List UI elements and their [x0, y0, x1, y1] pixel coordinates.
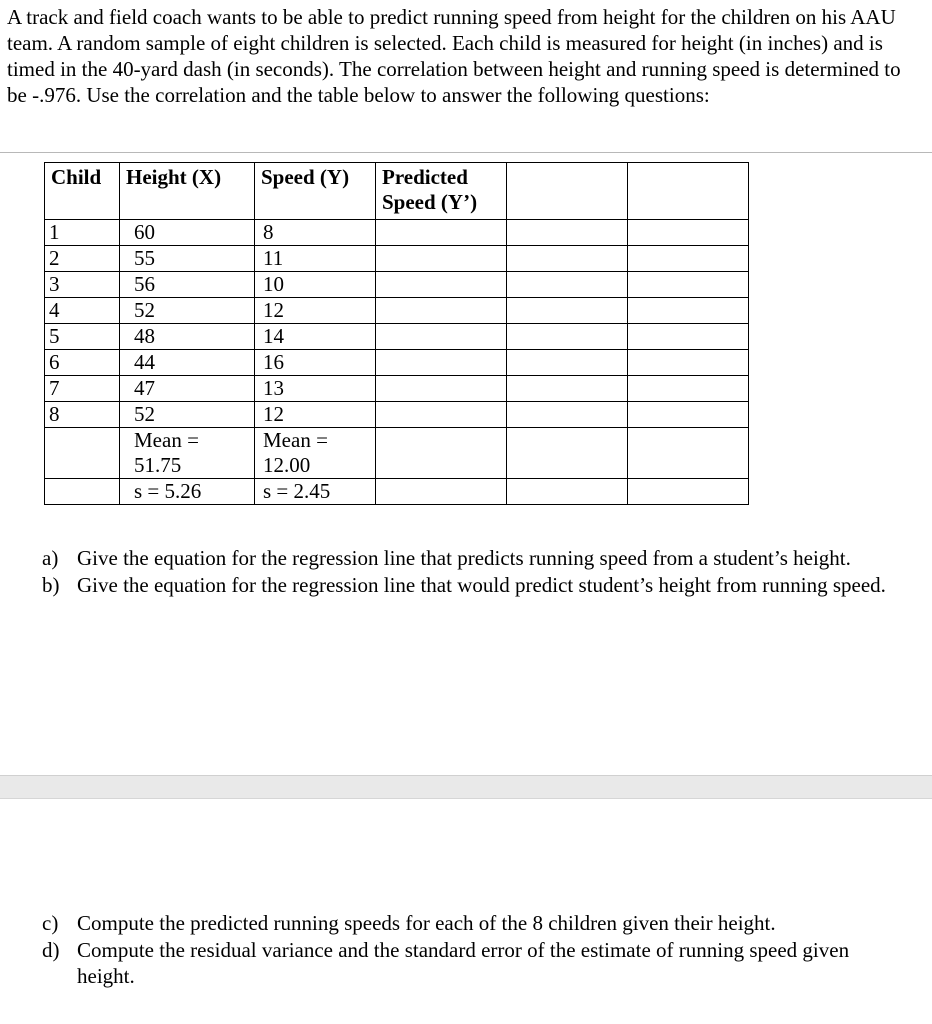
cell-extra-2	[628, 272, 749, 298]
question-marker: a)	[42, 546, 59, 570]
cell-speed: 16	[255, 350, 376, 376]
cell-speed: 13	[255, 376, 376, 402]
cell-extra-2	[628, 376, 749, 402]
cell-mean-speed	[255, 428, 376, 479]
cell-extra-1	[507, 324, 628, 350]
cell-predicted	[376, 350, 507, 376]
table-row	[45, 324, 749, 350]
mean-speed-label: Mean =	[263, 428, 328, 452]
cell-extra-1	[507, 272, 628, 298]
cell-mean-height	[120, 428, 255, 479]
header-predicted-line2: Speed (Y’)	[382, 190, 478, 214]
header-height: Height (X)	[120, 163, 255, 220]
data-table	[44, 162, 749, 505]
cell-speed: 11	[255, 246, 376, 272]
cell-height: 52	[120, 402, 255, 428]
header-child: Child	[45, 163, 120, 220]
question-text: Give the equation for the regression line that predicts running speed from a student’s height.	[77, 546, 851, 570]
cell-height: 60	[120, 220, 255, 246]
table-sd-row	[45, 479, 749, 505]
cell-child: 7	[45, 376, 120, 402]
cell-predicted	[376, 272, 507, 298]
question-a	[42, 545, 892, 571]
cell-extra-1	[507, 402, 628, 428]
problem-intro: A track and field coach wants to be able to predict running speed from height for the children on his AAU team. A random sample of eight children is selected. Each child is measured for height (in inches) and is timed in the 40-yard dash (in seconds). The correlation between height and running speed is determined to be -.976. Use the correlation and the table below to answer the following questions:	[7, 5, 901, 107]
cell-mean-extra-1	[507, 428, 628, 479]
cell-extra-2	[628, 298, 749, 324]
table-row	[45, 246, 749, 272]
cell-sd-predicted	[376, 479, 507, 505]
cell-sd-extra-2	[628, 479, 749, 505]
cell-child: 2	[45, 246, 120, 272]
header-extra-2	[628, 163, 749, 220]
question-marker: d)	[42, 938, 60, 962]
question-c	[42, 910, 892, 936]
question-text: Give the equation for the regression line that would predict student’s height from running speed.	[77, 573, 886, 597]
cell-child: 4	[45, 298, 120, 324]
mean-speed-value: 12.00	[263, 453, 311, 477]
cell-speed: 10	[255, 272, 376, 298]
table-row	[45, 350, 749, 376]
header-predicted-line1: Predicted	[382, 165, 468, 189]
cell-predicted	[376, 402, 507, 428]
question-list-cd	[42, 910, 892, 990]
cell-child: 8	[45, 402, 120, 428]
cell-mean-predicted	[376, 428, 507, 479]
table-header-row	[45, 163, 749, 220]
cell-extra-1	[507, 376, 628, 402]
cell-sd-extra-1	[507, 479, 628, 505]
divider-line	[0, 152, 932, 153]
table-row	[45, 272, 749, 298]
cell-sd-child	[45, 479, 120, 505]
cell-predicted	[376, 324, 507, 350]
cell-child: 3	[45, 272, 120, 298]
question-b	[42, 572, 892, 598]
cell-extra-1	[507, 220, 628, 246]
question-list-ab	[42, 545, 892, 599]
table-row	[45, 402, 749, 428]
cell-height: 47	[120, 376, 255, 402]
page-break-band	[0, 775, 932, 799]
table-row	[45, 376, 749, 402]
cell-height: 55	[120, 246, 255, 272]
table-row	[45, 298, 749, 324]
cell-speed: 12	[255, 298, 376, 324]
question-d	[42, 937, 892, 989]
cell-speed: 14	[255, 324, 376, 350]
cell-mean-child	[45, 428, 120, 479]
cell-extra-2	[628, 350, 749, 376]
cell-predicted	[376, 246, 507, 272]
header-extra-1	[507, 163, 628, 220]
header-predicted	[376, 163, 507, 220]
table-mean-row	[45, 428, 749, 479]
cell-extra-1	[507, 246, 628, 272]
question-marker: c)	[42, 911, 59, 935]
mean-height-label: Mean =	[134, 428, 199, 452]
cell-predicted	[376, 220, 507, 246]
cell-extra-2	[628, 220, 749, 246]
cell-height: 52	[120, 298, 255, 324]
cell-extra-2	[628, 402, 749, 428]
cell-child: 5	[45, 324, 120, 350]
cell-mean-extra-2	[628, 428, 749, 479]
cell-height: 56	[120, 272, 255, 298]
cell-sd-height: s = 5.26	[120, 479, 255, 505]
cell-speed: 8	[255, 220, 376, 246]
cell-sd-speed: s = 2.45	[255, 479, 376, 505]
cell-predicted	[376, 298, 507, 324]
question-marker: b)	[42, 573, 60, 597]
cell-extra-2	[628, 324, 749, 350]
cell-extra-1	[507, 298, 628, 324]
cell-extra-1	[507, 350, 628, 376]
question-text: Compute the residual variance and the standard error of the estimate of running speed given height.	[77, 938, 850, 988]
cell-height: 48	[120, 324, 255, 350]
cell-extra-2	[628, 246, 749, 272]
question-text: Compute the predicted running speeds for each of the 8 children given their height.	[77, 911, 776, 935]
header-speed: Speed (Y)	[255, 163, 376, 220]
cell-speed: 12	[255, 402, 376, 428]
cell-height: 44	[120, 350, 255, 376]
table-row	[45, 220, 749, 246]
mean-height-value: 51.75	[134, 453, 182, 477]
cell-predicted	[376, 376, 507, 402]
cell-child: 1	[45, 220, 120, 246]
cell-child: 6	[45, 350, 120, 376]
